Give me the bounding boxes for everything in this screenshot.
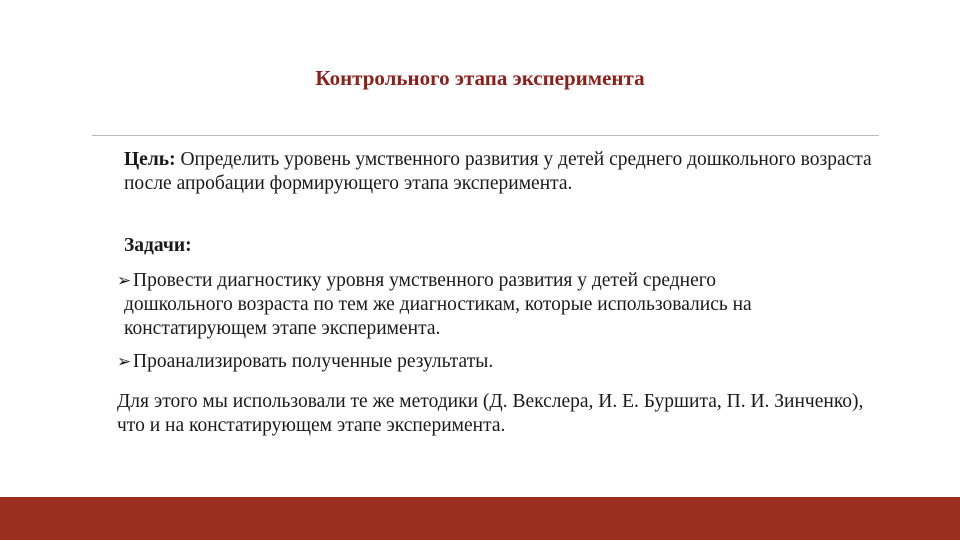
task-first-line: Провести диагностику уровня умственного развития у детей среднего (133, 270, 716, 291)
title-divider (92, 135, 879, 136)
slide-title: Контрольного этапа эксперимента (315, 66, 645, 90)
task-item (117, 350, 887, 374)
arrow-bullet-icon: ➢ (117, 352, 132, 372)
goal-label: Цель: (124, 149, 176, 170)
task-item (117, 269, 887, 341)
task-continuation: дошкольного возраста по тем же диагностикам, которые использовались на констатирующем этапе эксперимента. (124, 294, 752, 339)
arrow-bullet-icon: ➢ (117, 271, 132, 291)
conclusion-paragraph: Для этого мы использовали те же методики (Д. Векслера, И. Е. Буршита, П. И. Зинченко), что и на констатирующем этапе эксперимента. (117, 391, 864, 436)
goal-text: Определить уровень умственного развития у детей среднего дошкольного возраста после апробации формирующего этапа эксперимента. (124, 149, 872, 194)
goal-paragraph (124, 148, 884, 196)
tasks-heading: Задачи: (124, 235, 192, 256)
footer-bar (0, 497, 960, 540)
task-first-line: Проанализировать полученные результаты. (133, 351, 494, 372)
